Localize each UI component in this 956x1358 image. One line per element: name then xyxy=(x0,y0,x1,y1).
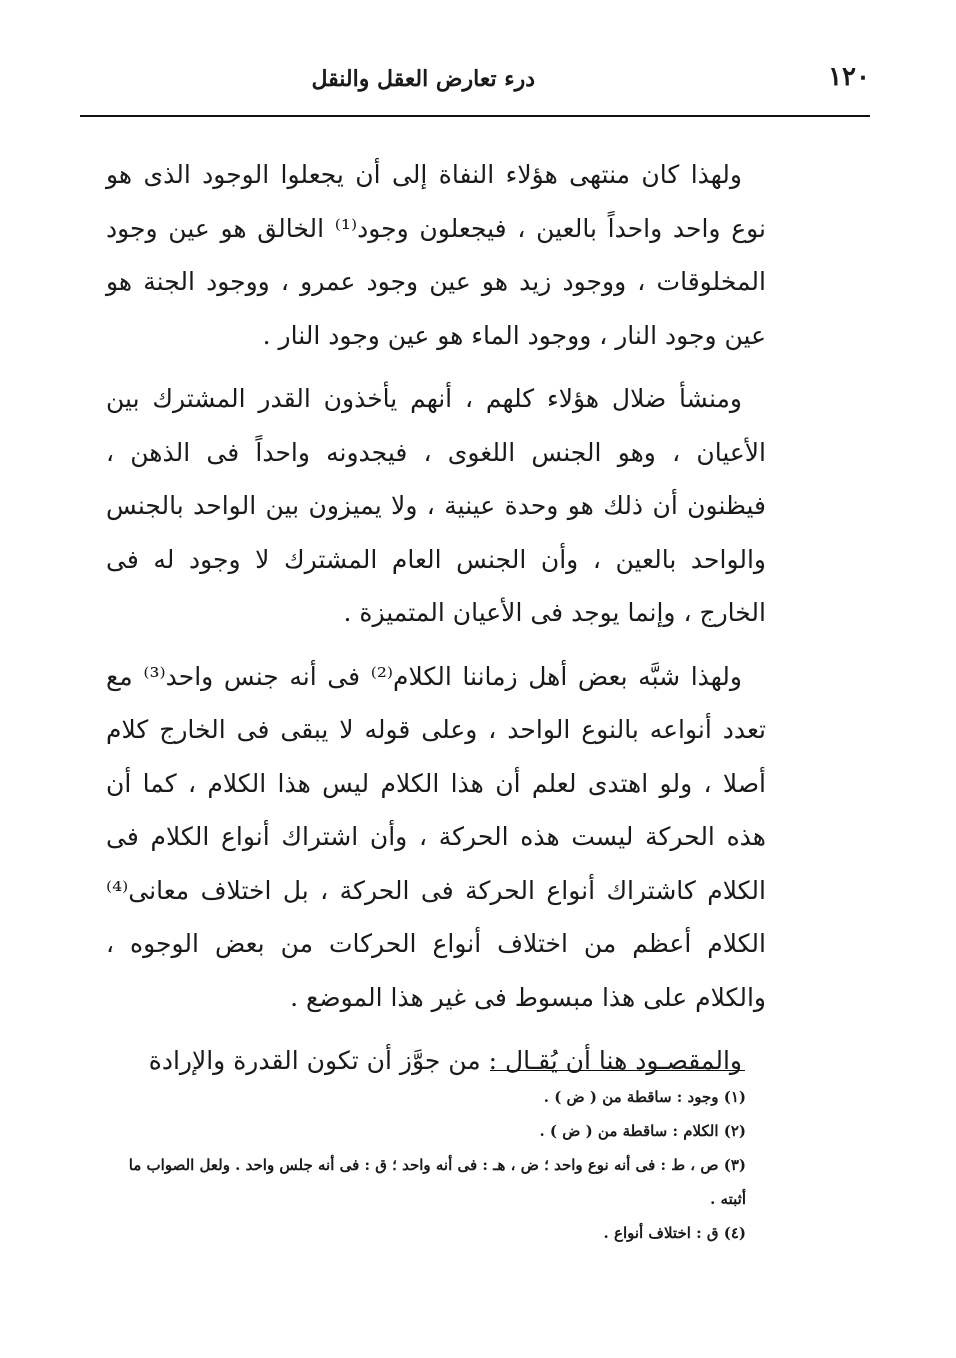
paragraph-3: ولهذا شبَّه بعض أهل زماننا الكلام⁽²⁾ فى أنه جنس واحد⁽³⁾ مع تعدد أنواعه بالنوع الواحد ، وعلى قوله لا يبقى فى الخارج كلام أصلا ، ولو اهتدى لعلم أن هذا الكلام ليس هذا الكلام ، كما أن هذه الحركة ليست هذه الحركة ، وأن اشتراك أنواع الكلام فى الكلام كاشتراك أنواع الحركة فى الحركة ، بل اختلاف معانى⁽⁴⁾ الكلام أعظم من اختلاف أنواع الحركات من بعض الوجوه ، والكلام على هذا مبسوط فى غير هذا الموضع . xyxy=(106,661,766,1012)
paragraph-4: والمقصـود هنا أن يُقـال : من جوَّز أن تكون القدرة والإرادة xyxy=(148,1046,742,1075)
page-number: ١٢٠ xyxy=(828,62,870,92)
paragraph-2: ومنشأ ضلال هؤلاء كلهم ، أنهم يأخذون القدر المشترك بين الأعيان ، وهو الجنس اللغوى ، فيجدونه واحداً فى الذهن ، فيظنون أن ذلك هو وحدة عينية ، ولا يميزون بين الواحد بالجنس والواحد بالعين ، وأن الجنس العام المشترك لا وجود له فى الخارج ، وإنما يوجد فى الأعيان المتميزة . xyxy=(106,384,766,627)
footnote-3: (٣) ص ، ط : فى أنه نوع واحد ؛ ض ، هـ : فى أنه واحد ؛ ق : فى أنه جلس واحد . ولعل الصواب ما أثبته . xyxy=(128,1156,746,1208)
main-text xyxy=(106,148,766,1088)
running-title: درء تعارض العقل والنقل xyxy=(311,66,535,92)
footnote-4: (٤) ق : اختلاف أنواع . xyxy=(603,1224,746,1242)
footnotes xyxy=(106,1080,746,1250)
page-header xyxy=(80,62,870,112)
footnote-2: (٢) الكلام : ساقطة من ( ض ) . xyxy=(539,1122,746,1140)
footnote-1: (١) وجود : ساقطة من ( ض ) . xyxy=(543,1088,746,1106)
header-divider xyxy=(80,115,870,117)
paragraph-1: ولهذا كان منتهى هؤلاء النفاة إلى أن يجعلوا الوجود الذى هو نوع واحد واحداً بالعين ، فيجعلون وجود⁽¹⁾ الخالق هو عين وجود المخلوقات ، ووجود زيد هو عين وجود عمرو ، ووجود الجنة هو عين وجود النار ، ووجود الماء هو عين وجود النار . xyxy=(106,160,766,350)
footnote-divider xyxy=(490,1070,745,1071)
